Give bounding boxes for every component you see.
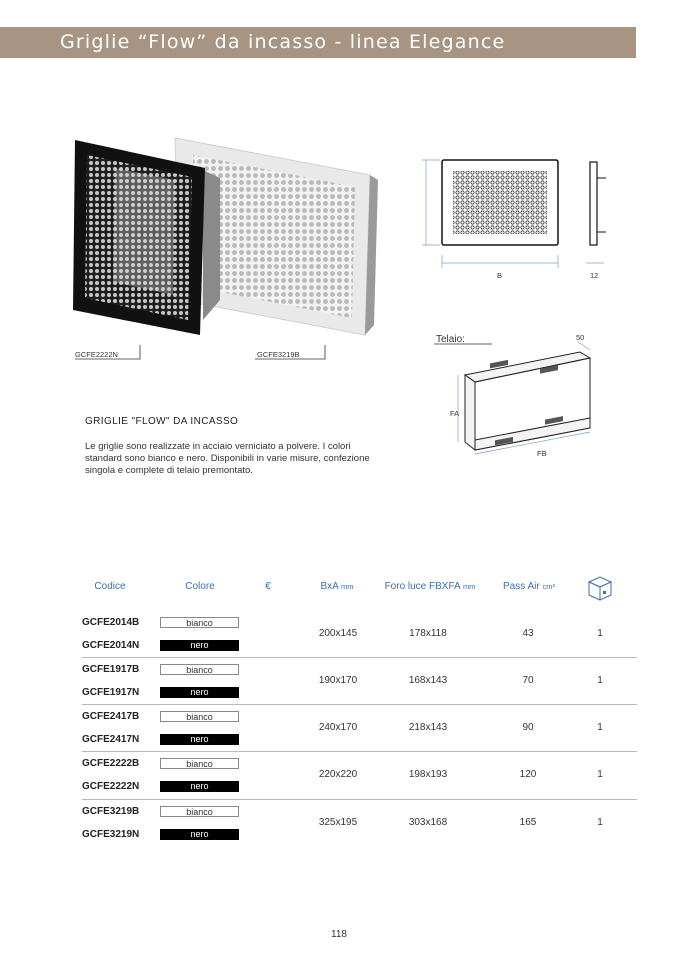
bxa-value: 200x145 xyxy=(318,628,358,639)
photo-caption-left: GCFE2222N xyxy=(75,350,118,359)
bxa-value: 190x170 xyxy=(318,675,358,686)
foro-value: 198x193 xyxy=(408,769,448,780)
col-header-codice: Codice xyxy=(94,581,126,592)
row-divider xyxy=(82,799,637,800)
technical-drawing-front xyxy=(420,150,610,280)
package-box-icon xyxy=(586,574,614,602)
qty-value: 1 xyxy=(597,628,603,639)
color-swatch-black: nero xyxy=(160,734,239,745)
row-divider xyxy=(82,751,637,752)
qty-value: 1 xyxy=(597,817,603,828)
product-photo xyxy=(70,130,390,345)
col-header-pass-label: Pass Air xyxy=(503,581,540,592)
page-number: 118 xyxy=(331,929,347,940)
col-header-foro-label: Foro luce FBXFA xyxy=(384,581,461,592)
dim-label-b: B xyxy=(497,271,503,280)
code-black: GCFE3219N xyxy=(82,829,140,840)
col-header-pass-unit: cm² xyxy=(542,582,555,591)
color-swatch-white: bianco xyxy=(160,806,239,817)
bxa-value: 220x220 xyxy=(318,769,358,780)
color-swatch-black: nero xyxy=(160,781,239,792)
row-divider xyxy=(82,657,637,658)
color-swatch-black: nero xyxy=(160,829,239,840)
qty-value: 1 xyxy=(597,675,603,686)
code-black: GCFE1917N xyxy=(82,687,140,698)
col-header-pass xyxy=(495,581,563,592)
foro-value: 303x168 xyxy=(408,817,448,828)
pass-value: 43 xyxy=(522,628,534,639)
foro-value: 178x118 xyxy=(409,628,447,639)
code-white: GCFE2417B xyxy=(82,711,140,722)
description-title: GRIGLIE "FLOW" DA INCASSO xyxy=(85,416,239,427)
code-black: GCFE2014N xyxy=(82,640,140,651)
qty-value: 1 xyxy=(597,769,603,780)
dim-label-12: 12 xyxy=(590,271,599,280)
color-swatch-white: bianco xyxy=(160,758,239,769)
color-swatch-white: bianco xyxy=(160,664,239,675)
code-white: GCFE2222B xyxy=(82,758,140,769)
dim-label-50: 50 xyxy=(576,333,585,342)
color-swatch-white: bianco xyxy=(160,711,239,722)
color-swatch-black: nero xyxy=(160,640,239,651)
color-swatch-white: bianco xyxy=(160,617,239,628)
col-header-foro xyxy=(375,581,485,592)
col-header-colore: Colore xyxy=(185,581,215,592)
col-header-euro: € xyxy=(265,581,271,592)
foro-value: 218x143 xyxy=(408,722,448,733)
code-black: GCFE2417N xyxy=(82,734,140,745)
bxa-value: 240x170 xyxy=(318,722,358,733)
foro-value: 168x143 xyxy=(408,675,448,686)
dim-label-fa: FA xyxy=(450,409,460,418)
page-header-banner xyxy=(0,27,636,58)
bxa-value: 325x195 xyxy=(318,817,358,828)
telaio-label: Telaio: xyxy=(436,334,465,345)
color-swatch-black: nero xyxy=(160,687,239,698)
code-black: GCFE2222N xyxy=(82,781,140,792)
technical-drawing-frame xyxy=(430,330,610,460)
code-white: GCFE3219B xyxy=(82,806,140,817)
pass-value: 70 xyxy=(522,675,534,686)
pass-value: 120 xyxy=(519,769,537,780)
col-header-bxa xyxy=(312,581,362,592)
col-header-bxa-label: BxA xyxy=(320,581,339,592)
photo-caption-right: GCFE3219B xyxy=(257,350,300,359)
page-title: Griglie “Flow” da incasso - linea Elegance xyxy=(60,31,506,53)
code-white: GCFE2014B xyxy=(82,617,140,628)
dim-label-fb: FB xyxy=(537,449,547,458)
pass-value: 90 xyxy=(522,722,534,733)
col-header-foro-unit: mm xyxy=(462,582,476,591)
black-grille-image xyxy=(73,140,220,335)
pass-value: 165 xyxy=(519,817,537,828)
col-header-bxa-unit: mm xyxy=(341,582,354,591)
description-body: Le griglie sono realizzate in acciaio verniciato a polvere. I colori standard sono bianco e nero. Disponibili in varie misure, confezione singola e complete di telaio premontato. xyxy=(85,441,370,476)
code-white: GCFE1917B xyxy=(82,664,140,675)
qty-value: 1 xyxy=(597,722,603,733)
row-divider xyxy=(82,704,637,705)
